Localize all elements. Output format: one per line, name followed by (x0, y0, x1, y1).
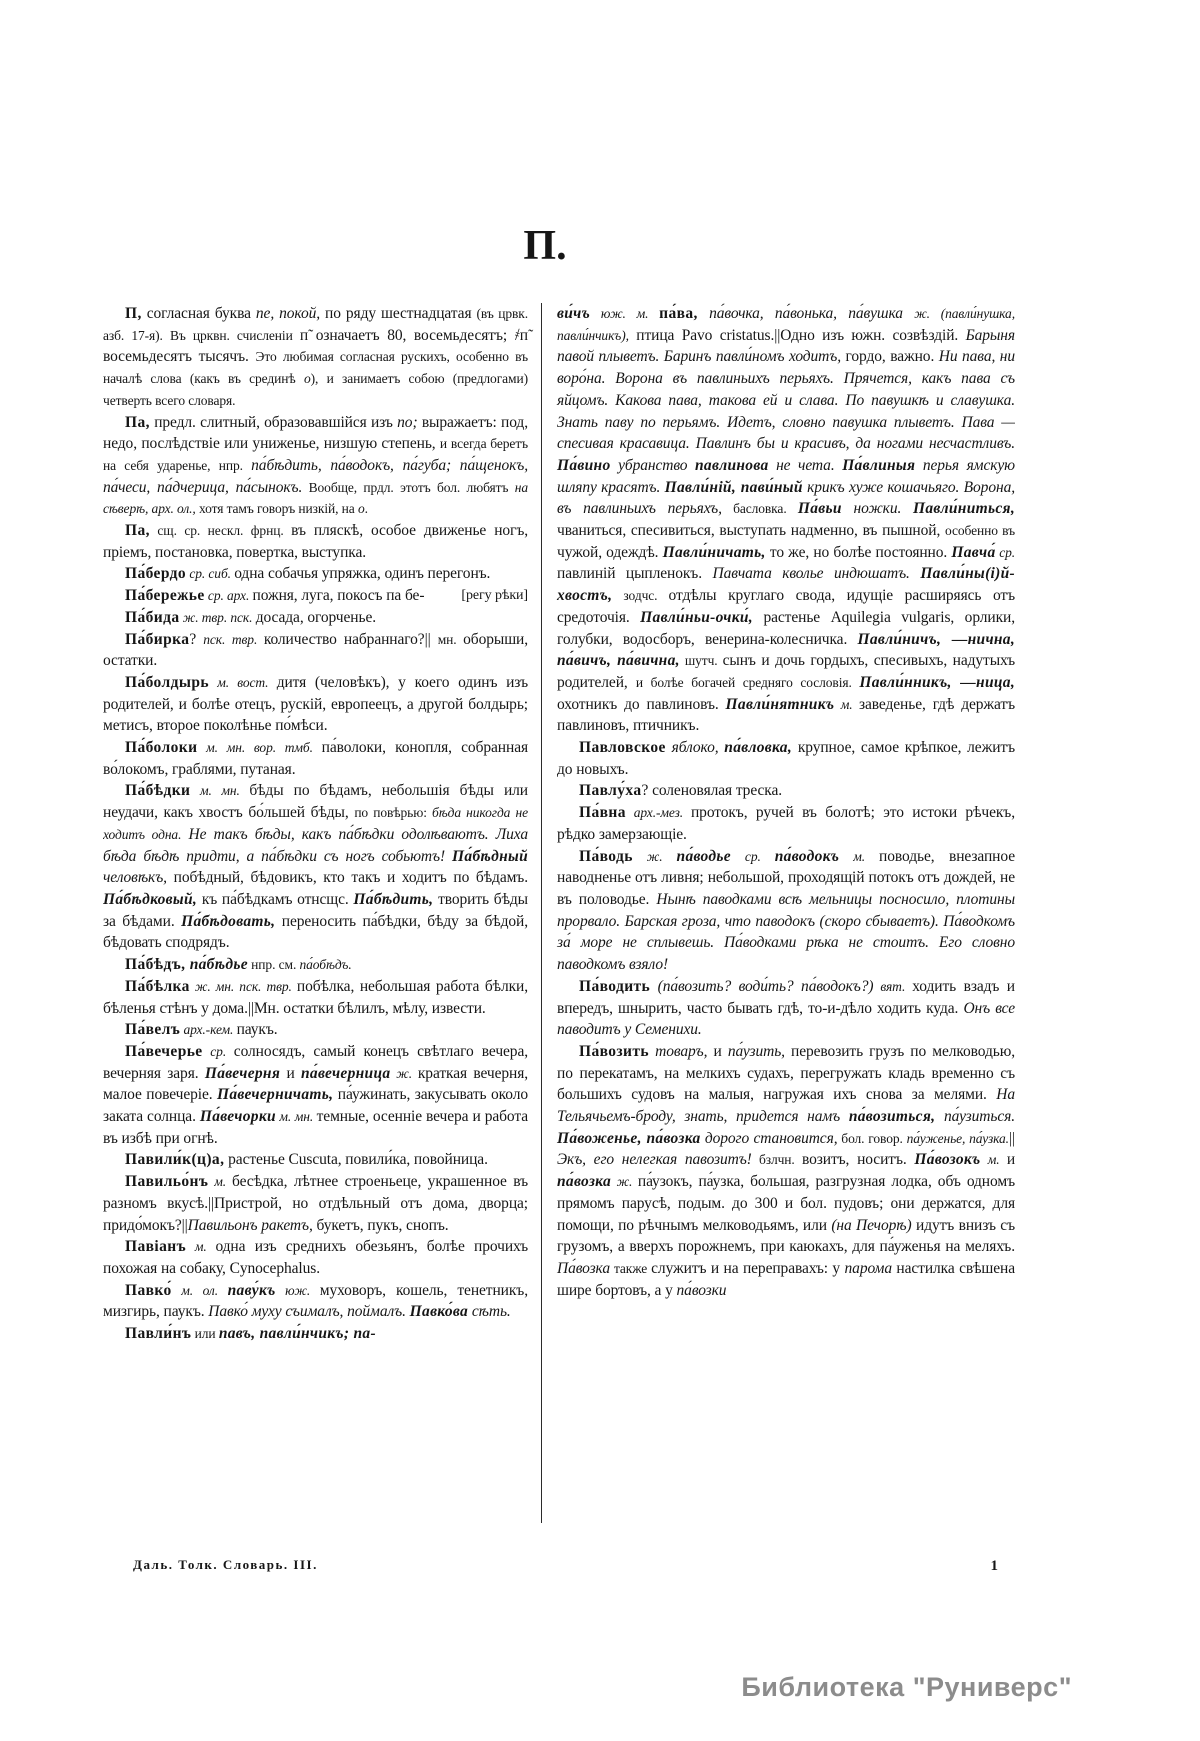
text-segment: м. мн. вор. тмб. (197, 740, 322, 756)
headword: Павли́нъ (125, 1325, 192, 1343)
text-segment: па́узиться. (935, 1108, 1015, 1126)
entry-paragraph (557, 780, 1015, 802)
text-segment: паукъ. (236, 1021, 278, 1039)
text-segment: дитя (человѣкъ), у коего одинъ изъ родителей, и болѣе отецъ, рускій, европеецъ, а другой болдырь; метисъ, второе поколѣнье по́мѣси. (103, 673, 528, 735)
text-segment: чужой, одеждѣ. (557, 543, 663, 561)
text-segment: чваниться, спесивиться, выступать надменно, въ пышной, (557, 522, 945, 540)
text-segment: поводье, внезапное наводненье отъ ливня; небольшой, проходящій потокъ отъ дождей, не въ половодье. (557, 847, 1015, 908)
headword: Павлу́ха (579, 782, 642, 800)
text-segment: дорого становится, (700, 1129, 838, 1147)
text-segment: также (609, 1260, 652, 1276)
text-segment: Онъ все паводитъ у Семенихи. (557, 999, 1015, 1039)
text-segment: Павли́нятникъ (725, 695, 835, 713)
text-segment: на сѣверѣ, арх. ол., (103, 479, 528, 517)
text-segment: о (357, 501, 365, 517)
text-segment: па́бѣдить, па́водокъ, па́губа; па́щенокъ, па́чеси, па́дчерица, па́сынокъ. (103, 456, 528, 496)
text-segment: па́бѣдье (189, 956, 248, 974)
entry-paragraph (103, 1019, 528, 1041)
text-segment: м. (208, 1174, 232, 1190)
text-segment: бзлчн. (751, 1152, 802, 1168)
entry-paragraph (557, 802, 1015, 845)
headword: Павіанъ (125, 1238, 187, 1256)
text-segment: яблоко, (665, 739, 725, 757)
text-segment: Павко́ муху съималъ, поймалъ. (208, 1303, 410, 1321)
text-segment: Павли́ничъ, —нична, па́вичъ, па́вична, (557, 630, 1015, 670)
text-segment: Па́возокъ (914, 1151, 981, 1169)
text-segment: букетъ, пукъ, снопъ. (312, 1216, 449, 1234)
text-segment: Па́вино (557, 456, 611, 474)
entry-paragraph (557, 737, 1015, 780)
entry-paragraph (557, 303, 1015, 737)
text-segment: ж. твр. пск. (179, 609, 256, 625)
text-segment: ср. (995, 544, 1015, 560)
text-segment: и болѣе богачей средняго сословія. (635, 674, 860, 690)
text-segment: бол. говор. (837, 1130, 907, 1146)
text-segment: и всегда беретъ на себя ударенье, нпр. (103, 436, 528, 473)
text-segment: Па́бѣдковый, (103, 890, 198, 908)
column-left (103, 303, 541, 1523)
text-segment: Барыня павой плыветъ. Баринъ павли́номъ ходитъ, (557, 326, 1015, 366)
text-segment: арх.-мез. (625, 805, 691, 821)
text-segment: || (1008, 1129, 1015, 1147)
text-segment: Это любимая согласная рускихъ, особенно въ началѣ слова (какъ въ срединѣ (103, 349, 528, 387)
text-segment: пе, покой, (255, 305, 321, 322)
text-segment: количество набраннаго?|| (263, 630, 438, 648)
text-segment: Павли́ниться, (912, 500, 1015, 518)
text-segment: протокъ, ручей въ болотѣ; это истоки рѣчекъ, рѣдко замерзающіе. (557, 804, 1015, 843)
text-segment: Па́возка (557, 1259, 610, 1277)
text-segment: ср. сиб. (186, 566, 235, 582)
text-segment: вят. (873, 978, 913, 994)
text-segment: бесѣдка, лѣтнее строеньеце, украшенное въ разномъ вкусѣ.||Пристрой, но отдѣльный отъ дома, дворца; придо́мокъ?|| (103, 1173, 528, 1234)
footer-signature: Даль. Толк. Словарь. III. (133, 1557, 318, 1572)
text-segment: къ па́бѣдкамъ отнсщс. (197, 890, 354, 908)
entry-paragraph (103, 976, 528, 1019)
text-segment: пск. твр. (203, 631, 264, 647)
entry-paragraph (557, 1041, 1015, 1301)
text-segment: отдѣлы круглаго свода, идущіе расширяясь отъ средоточія. (557, 587, 1015, 626)
text-segment: ), и занимаетъ собою (предлогами) четверть всего словаря. (103, 371, 528, 408)
entry-paragraph (103, 672, 528, 737)
text-segment: парома (844, 1259, 892, 1277)
text-segment: одна собачья упряжка, одинъ перегонъ. (234, 565, 491, 583)
text-segment: оборыши, остатки. (103, 630, 529, 670)
text-segment: Нынѣ паводками всѣ мельницы посносило, плотины прорвало. Барская гроза, что паводокъ (скоро сбываетъ). Па́водкомъ за́ море не сплывешь. Па́водками рѣка не стоитъ. Его словно паводкомъ взяло! (557, 890, 1015, 974)
text-segment: и (280, 1064, 301, 1082)
text-segment: ж. (390, 1065, 418, 1081)
text-segment: переносить па́бѣдки, бѣду за бѣдой, бѣдовать сподрядъ. (103, 912, 529, 952)
text-segment: по ряду шестнадцатая (320, 305, 477, 322)
text-segment: мн. (437, 631, 464, 647)
text-segment: служитъ и на переправахъ: у (651, 1259, 845, 1277)
text-segment: басловка. (721, 501, 798, 517)
text-segment: па́возка (557, 1173, 612, 1191)
text-segment: охотникъ до павлиновъ. (557, 695, 726, 713)
headword: Па́вечерье (125, 1042, 203, 1060)
text-segment: па́водокъ (774, 847, 840, 865)
headword: Па́бирка (125, 630, 190, 648)
text-segment: согласная буква (141, 305, 256, 322)
text-segment: (въ црвк. азб. 17-я). Въ црквн. счисленіи (103, 306, 528, 343)
text-segment: настилка свѣшена шире бортовъ, а у (557, 1259, 1015, 1299)
text-segment: Экъ, его нелегкая павозитъ! (557, 1151, 752, 1169)
entry-paragraph (557, 976, 1015, 1041)
text-segment: идутъ внизъ съ грузомъ, а вверхъ порожнемъ, при каюкахъ, для па́уженья на меляхъ. (557, 1216, 1015, 1256)
entry-paragraph (103, 1171, 528, 1236)
entry-paragraph (103, 1149, 528, 1171)
text-segment: Па́вьи (797, 500, 842, 518)
text-segment: по; (397, 413, 418, 431)
text-segment: ж. (632, 848, 677, 864)
headword: Па́болоки (125, 739, 198, 757)
entry-paragraph (103, 737, 528, 780)
headword: Па́велъ (125, 1021, 181, 1039)
text-segment: (на Печорѣ) (831, 1216, 912, 1234)
text-segment: зодчс. (612, 588, 669, 604)
text-segment: па́узить, (727, 1042, 785, 1060)
text-segment: пожня, луга, покосъ па бе- (252, 587, 425, 605)
text-segment: арх.-кем. (180, 1022, 237, 1038)
text-segment: м. ол. (171, 1282, 228, 1298)
text-segment: па́вловка, (724, 739, 793, 757)
text-segment: возитъ, носитъ. (801, 1151, 915, 1169)
text-segment: бѣда никогда не ходитъ одна. (103, 805, 528, 842)
text-segment: краткая вечерня, малое повечеріе. (103, 1064, 528, 1104)
text-segment: досада, огорченье. (255, 608, 377, 626)
page-number: 1 (990, 1558, 998, 1574)
text-segment: нпр. см. (247, 957, 300, 973)
text-segment: Па́воженье, па́возка (557, 1129, 701, 1147)
text-segment: м. вост. (208, 674, 277, 690)
text-segment: выражаетъ: под, недо, послѣдствіе или униженье, низшую степень, (103, 413, 528, 453)
text-segment: перья ямскую шляпу красятъ. (557, 456, 1015, 496)
text-segment: ? (189, 630, 204, 648)
text-segment: м. мн. (275, 1109, 317, 1125)
headword: Павловское (579, 739, 666, 757)
text-segment: . (364, 501, 368, 517)
entry-paragraph (103, 1323, 528, 1345)
text-segment: м. (186, 1239, 216, 1255)
headword: Павильо́нъ (125, 1173, 209, 1191)
headword: Па́болдырь (125, 673, 209, 691)
text-segment: заведенье, гдѣ держатъ павлиновъ, птичникъ. (557, 695, 1015, 735)
text-segment: ? соленовялая треска. (641, 782, 783, 800)
entry-paragraph (103, 629, 528, 672)
text-segment: На Тельячьемъ-броду, знать, придется намъ (557, 1086, 1015, 1126)
entry-paragraph (103, 780, 528, 954)
text-segment: м. (980, 1152, 1007, 1168)
text-segment: Па́бѣдовать, (181, 912, 276, 930)
headword: Па́бѣлка (125, 977, 190, 995)
headword: Па, (125, 522, 150, 540)
text-segment: сщ. ср. нескл. фрнц. (149, 523, 292, 539)
text-segment: п̃ означаетъ 80, восемьдесятъ; ҂п̃ восемьдесятъ тысячъ. (103, 326, 528, 366)
text-segment: убранство (610, 456, 695, 474)
text-segment: особенно въ (945, 523, 1015, 539)
text-segment: Па́влиныя (842, 456, 916, 474)
entry-paragraph (103, 1041, 528, 1150)
text-segment: па́возиться, (848, 1108, 936, 1126)
text-segment: Павильонъ ракетъ, (187, 1216, 313, 1234)
text-segment: темные, осенніе вечера и работа въ избѣ при огнѣ. (103, 1108, 528, 1147)
text-segment: сынъ и дочь гордыхъ, спесивыхъ, надутыхъ родителей, (557, 652, 1015, 691)
entry-paragraph (103, 954, 528, 976)
text-segment: па́ужинать, закусывать около заката солнца. (103, 1086, 529, 1126)
text-segment: человѣкъ, (103, 869, 167, 887)
entry-paragraph (557, 846, 1015, 976)
text-segment: предл. слитный, образовавшійся изъ (149, 413, 398, 431)
headword: П, (125, 305, 142, 322)
text-segment: перевозить грузъ по мелководью, по перекатамъ, на мелкихъ судахъ, перегружать кладь временно съ большихъ судовъ на малыя, нагружая ихъ снова за мелями. (557, 1042, 1015, 1104)
headword: Па́водить (579, 977, 651, 995)
text-segment: Па́бѣдить, (353, 890, 434, 908)
text-segment: шутч. (679, 653, 723, 669)
headword: Па́бердо (125, 565, 187, 583)
text-segment: одна изъ среднихъ обезьянъ, болѣе прочихъ похожая на собаку, Cynocephalus. (103, 1238, 529, 1277)
text-segment: ср. (202, 1043, 234, 1059)
column-right (541, 303, 1015, 1523)
text-segment: и (1006, 1151, 1015, 1169)
text-segment: Вообще, прдл. этотъ бол. любятъ (302, 479, 515, 495)
text-segment: птица Pavo cristatus.||Одно изъ южн. созвѣздій. (628, 326, 966, 344)
text-segment: товаръ, (649, 1042, 708, 1060)
headword: Па, (125, 413, 150, 431)
text-segment: бѣды по бѣдамъ, небольшія бѣды или неудачи, какъ хвостъ бо́льшей бѣды, (103, 782, 528, 822)
text-segment: растенье Aquilegia vulgaris, орлики, голубки, водосборъ, венерина-колесничка. (557, 608, 1015, 648)
entry-paragraph (103, 520, 528, 563)
text-segment: Павчата кволье индюшатъ. (712, 565, 921, 583)
text-segment: Па́вечерничать, (217, 1086, 334, 1104)
text-segment: па́обѣдъ. (299, 957, 352, 973)
text-segment: м. (834, 696, 859, 712)
text-segment: Павча́ (951, 543, 996, 561)
entry-paragraph (103, 303, 528, 412)
text-segment: Павли́ничать, (662, 543, 766, 561)
text-segment: Павли́ній, пави́ный (664, 478, 803, 496)
text-segment: творить бѣды за бѣдами. (103, 890, 528, 930)
text-segment: Па́бѣдный (452, 847, 528, 865)
text-segment: и (707, 1042, 728, 1060)
text-segment: о (303, 371, 311, 387)
headword: Па́бѣдки (125, 782, 191, 800)
library-watermark: Библиотека "Руниверс" (741, 1672, 1072, 1702)
text-segment: паву́къ (227, 1281, 276, 1299)
text-segment: не чета. (768, 456, 843, 474)
text-segment: ж. мн. пск. твр. (189, 978, 297, 994)
entry-paragraph (103, 1236, 528, 1279)
headword: Па́бида (125, 608, 180, 626)
text-segment: Па́вечорки (199, 1108, 276, 1126)
text-segment: крупное, самое крѣпкое, лежитъ до новыхъ. (557, 739, 1015, 778)
text-segment: растенье Cuscuta, повили́ка, повойница. (224, 1151, 488, 1169)
text-segment: Павли́нникъ, —ница, (859, 673, 1015, 691)
section-letter-heading: П. (523, 223, 567, 269)
text-segment: Па́вечерня (204, 1064, 281, 1082)
text-segment: ви́чъ (557, 305, 591, 322)
text-segment: па́водье (676, 847, 731, 865)
text-segment: Павли́ньи-очки́, (640, 608, 753, 626)
text-segment: м. мн. (190, 783, 250, 799)
text-segment: юж. м. (590, 306, 660, 321)
headword: Па́водь (579, 847, 633, 865)
text-segment: павъ, павли́нчикъ; па- (218, 1325, 376, 1343)
text-segment: ж. (611, 1174, 638, 1190)
text-segment: побѣлка, небольшая работа бѣлки, бѣленья стѣнъ у дома.||Мн. остатки бѣлилъ, мѣлу, извести. (103, 977, 528, 1017)
text-segment: па́уженье, па́узка. (906, 1130, 1009, 1146)
text-segment: то же, но болѣе постоянно. (765, 543, 952, 561)
text-block (103, 303, 1015, 1523)
text-segment: побѣдный, бѣдовикъ, кто такъ и ходитъ по бѣдамъ. (166, 869, 528, 887)
text-segment: въ пляскѣ, особое движенье ногъ, пріемъ, постановка, повертка, выступка. (103, 522, 529, 561)
text-segment: м. (839, 848, 880, 864)
text-segment: па́вечерница (301, 1064, 391, 1082)
text-segment: па́вочка, па́вонька, па́вушка (697, 305, 915, 322)
text-segment: павлинова (695, 456, 769, 474)
text-segment: гордо, важно. (841, 348, 939, 366)
text-segment: Ни пава, ни воро́на. Ворона въ павлиньихъ перьяхъ. Прячется, какъ пава съ яйцомъ. Какова пава, такова ей и слава. По павушкѣ и славушка. Знать паву по перьямъ. Идетъ, словно павушка плыветъ. Пава — спесивая красавица. Павлинъ бы и красивъ, да ногами несчастливъ. (557, 348, 1015, 453)
text-segment: или (191, 1326, 219, 1342)
headword: Па́бережье (125, 587, 205, 605)
text-segment: ср. (730, 848, 775, 864)
text-segment: [регу рѣки] (461, 588, 528, 604)
headword: па́ва, (659, 305, 698, 322)
headword: Павко́ (125, 1281, 172, 1299)
text-segment: па́волоки, конопля, собранная во́локомъ, граблями, путаная. (103, 739, 529, 778)
entry-paragraph (103, 1280, 528, 1323)
text-segment: крикъ хуже кошачьяго. Ворона, въ павлиньихъ перьяхъ, (557, 478, 1015, 518)
text-segment: Не такъ бѣды, какъ па́бѣдки одолѣваютъ. Лиха бѣда бѣдѣ придти, а па́бѣдки съ ногъ собьютъ! (103, 825, 528, 865)
text-segment: (па́возить? води́ть? па́водокъ?) (650, 977, 874, 995)
text-segment: ходить взадъ и впередъ, шнырить, часто бывать гдѣ, то-и-дѣло ходить куда. (557, 977, 1015, 1017)
text-segment: юж. (275, 1282, 320, 1298)
text-segment: сѣть. (468, 1303, 511, 1321)
headword: Па́вна (579, 804, 626, 822)
text-segment: по повѣрью: (354, 805, 433, 821)
text-segment: Павли́ны(і)й-хвостъ, (557, 565, 1015, 605)
text-segment: па́возки (676, 1281, 727, 1299)
text-segment: солносядъ, самый конецъ свѣтлаго вечера, вечерняя заря. (103, 1042, 529, 1082)
text-segment: ж. (павли́нушка, павли́нчикъ), (557, 306, 1015, 343)
headword: Па́бѣдъ, (125, 956, 190, 974)
text-segment: хотя тамъ говоръ низкій, на (195, 501, 358, 517)
text-segment: Павко́ва (409, 1303, 469, 1321)
text-segment: павлиній цыпленокъ. (557, 565, 713, 583)
headword: Па́возить (579, 1042, 649, 1060)
text-segment: па́узокъ, па́узка, большая, разгрузная лодка, объ одномъ прямомъ парусѣ, подым. до 300 и бол. пудовъ; они держатся, для помощи, по рѣчнымъ мелководьямъ, или (557, 1173, 1015, 1234)
entry-paragraph (103, 607, 528, 629)
headword: Павили́к(ц)а, (125, 1151, 225, 1169)
text-segment: ножки. (841, 500, 913, 518)
text-segment: ср. арх. (204, 588, 253, 604)
text-segment: муховоръ, кошель, тенетникъ, мизгирь, паукъ. (103, 1281, 528, 1321)
entry-paragraph (103, 412, 528, 521)
